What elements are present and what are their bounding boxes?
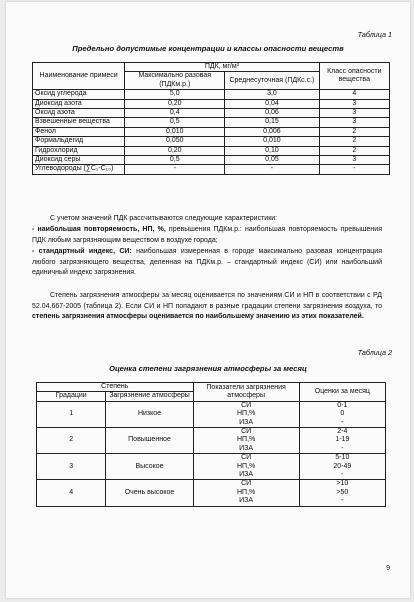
t2-gradation: 3 bbox=[37, 454, 106, 480]
t1-class: 3 bbox=[319, 118, 389, 127]
t2-indicators bbox=[193, 428, 299, 454]
table-row bbox=[33, 118, 390, 127]
t2-pollution: Низкое bbox=[106, 401, 193, 427]
t1-avg: 0,10 bbox=[225, 146, 319, 155]
t1-avg: 0,06 bbox=[225, 109, 319, 118]
t1-max: 0,20 bbox=[125, 99, 225, 108]
t1-max: 0,010 bbox=[125, 127, 225, 136]
t1-substance: Взвешенные вещества bbox=[33, 118, 125, 127]
t1-header-name: Наименование примеси bbox=[33, 63, 125, 90]
t2-estimates-line: - bbox=[341, 444, 344, 452]
t1-max: 5,0 bbox=[125, 90, 225, 99]
t2-estimates-line: 5-10 bbox=[335, 454, 350, 462]
t1-class: 4 bbox=[319, 90, 389, 99]
t2-pollution: Повышенное bbox=[106, 428, 193, 454]
t2-estimates-line: 20-49 bbox=[333, 462, 352, 470]
t1-header-avg: Среднесуточная (ПДКс.с.) bbox=[225, 72, 319, 90]
text-intro: С учетом значений ПДК рассчитываются следующие характеристики: bbox=[50, 215, 278, 222]
t1-max: 0,050 bbox=[125, 137, 225, 146]
t1-avg: 0,010 bbox=[225, 137, 319, 146]
text-np-def: превышения ПДКм.р.: наибольшая повторяемость превышения ПДК любым загрязняющим веществом в воздухе города; bbox=[32, 226, 382, 244]
t1-header-max: Максимально разовая (ПДКм.р.) bbox=[125, 72, 225, 90]
table-row bbox=[33, 137, 390, 146]
t2-indicators-line: ИЗА bbox=[239, 444, 254, 452]
table1 bbox=[32, 62, 390, 175]
table-row bbox=[37, 428, 386, 454]
t1-avg: 0,006 bbox=[225, 127, 319, 136]
table2 bbox=[36, 382, 386, 507]
t2-header-indicators: Показатели загрязнения атмосферы bbox=[193, 383, 299, 402]
t1-header-class: Класс опасности вещества bbox=[319, 63, 389, 90]
t2-indicators-line: ИЗА bbox=[239, 497, 254, 505]
table-row bbox=[33, 146, 390, 155]
t2-estimates-line: >10 bbox=[336, 480, 349, 488]
t2-gradation: 4 bbox=[37, 480, 106, 506]
t2-indicators-line: НП,% bbox=[236, 410, 256, 418]
table-row bbox=[33, 90, 390, 99]
t2-pollution: Высокое bbox=[106, 454, 193, 480]
text-np bbox=[32, 225, 382, 246]
t2-estimates bbox=[299, 401, 385, 427]
t2-estimates-line: - bbox=[341, 418, 344, 426]
t2-indicators-line: НП,% bbox=[236, 436, 256, 444]
t1-substance: Формальдегид bbox=[33, 137, 125, 146]
t2-estimates-line: 0-1 bbox=[337, 401, 348, 409]
t2-gradation: 1 bbox=[37, 401, 106, 427]
t2-indicators-line: СИ bbox=[241, 454, 252, 462]
t2-pollution: Очень высокое bbox=[106, 480, 193, 506]
t1-max: 0,20 bbox=[125, 146, 225, 155]
t1-max: 0,5 bbox=[125, 118, 225, 127]
table-row bbox=[37, 480, 386, 506]
t1-avg: - bbox=[225, 165, 319, 174]
t1-avg: 3,0 bbox=[225, 90, 319, 99]
table-row bbox=[37, 454, 386, 480]
t2-indicators-line: НП,% bbox=[236, 462, 256, 470]
t1-header-pdk: ПДК, мг/м³ bbox=[125, 63, 319, 72]
t1-avg: 0,05 bbox=[225, 156, 319, 165]
table1-title: Предельно допустимые концентрации и классы опасности веществ bbox=[72, 44, 344, 53]
t2-gradation: 2 bbox=[37, 428, 106, 454]
text-assessment-a: Степень загрязнения атмосферы за месяц оценивается по значениям СИ и НП в соответствии с РД 52.04.667-2005 (таблица 2). Если СИ и НП попадают в разные градации степени загрязнения воздуха, то bbox=[32, 292, 382, 310]
t2-estimates-line: 1-19 bbox=[335, 436, 350, 444]
t2-indicators-line: СИ bbox=[241, 480, 252, 488]
t1-class: 2 bbox=[319, 146, 389, 155]
document-page bbox=[6, 2, 410, 598]
t2-estimates bbox=[299, 480, 385, 506]
t2-header-estimates: Оценки за месяц bbox=[299, 383, 385, 402]
t1-avg: 0,04 bbox=[225, 99, 319, 108]
t1-substance: Гидрохлорид bbox=[33, 146, 125, 155]
table-row bbox=[33, 165, 390, 174]
t1-max: 0,4 bbox=[125, 109, 225, 118]
page-number: 9 bbox=[386, 565, 390, 572]
t2-estimates-line: - bbox=[341, 497, 344, 505]
text-si-def: наибольшая измеренная в городе максимально разовая концентрация любого загрязняющего вещества, деленная на ПДКм.р. – стандартный индекс (СИ) или наибольший единичный индекс загрязнения. bbox=[32, 248, 382, 277]
t1-substance: Оксид углерода bbox=[33, 90, 125, 99]
t2-indicators-line: СИ bbox=[241, 428, 252, 436]
t1-class: 3 bbox=[319, 99, 389, 108]
t1-class: 2 bbox=[319, 127, 389, 136]
t2-header-gradation: Градации bbox=[37, 392, 106, 401]
t1-substance: Фенол bbox=[33, 127, 125, 136]
t2-estimates-line: - bbox=[341, 471, 344, 479]
t1-class: 3 bbox=[319, 156, 389, 165]
t2-estimates bbox=[299, 428, 385, 454]
t2-header-pollution: Загрязнение атмосферы bbox=[106, 392, 193, 401]
t1-class: 2 bbox=[319, 137, 389, 146]
text-assessment bbox=[32, 291, 382, 323]
table-row bbox=[33, 156, 390, 165]
t1-substance: Диоксид серы bbox=[33, 156, 125, 165]
t2-indicators-line: ИЗА bbox=[239, 418, 254, 426]
table1-caption: Таблица 1 bbox=[357, 30, 392, 39]
t1-class: - bbox=[319, 165, 389, 174]
t1-class: 3 bbox=[319, 109, 389, 118]
t2-header-degree: Степень bbox=[37, 383, 194, 392]
t1-substance: Диоксид азота bbox=[33, 99, 125, 108]
t2-estimates-line: >50 bbox=[336, 488, 349, 496]
t1-avg: 0,15 bbox=[225, 118, 319, 127]
text-si-term: - стандартный индекс, СИ: bbox=[32, 248, 132, 255]
t2-estimates bbox=[299, 454, 385, 480]
t2-estimates-line: 0 bbox=[340, 410, 345, 418]
table2-title: Оценка степени загрязнения атмосферы за месяц bbox=[109, 364, 307, 373]
table-row bbox=[33, 127, 390, 136]
t2-indicators-line: НП,% bbox=[236, 488, 256, 496]
table2-caption: Таблица 2 bbox=[357, 348, 392, 357]
text-si bbox=[32, 247, 382, 279]
t2-indicators bbox=[193, 480, 299, 506]
t2-indicators bbox=[193, 454, 299, 480]
t2-indicators-line: СИ bbox=[241, 401, 252, 409]
t1-substance: Углеводороды (∑C₁-C₁₀) bbox=[33, 165, 125, 174]
t2-indicators-line: ИЗА bbox=[239, 471, 254, 479]
table-row bbox=[33, 109, 390, 118]
text-np-term: - наибольшая повторяемость, НП, %, bbox=[32, 226, 166, 233]
t1-max: - bbox=[125, 165, 225, 174]
t2-indicators bbox=[193, 401, 299, 427]
table-row bbox=[37, 401, 386, 427]
t2-estimates-line: 2-4 bbox=[337, 428, 348, 436]
text-assessment-bold: степень загрязнения атмосферы оценивается по наибольшему значению из этих показателей. bbox=[32, 313, 364, 321]
table-row bbox=[33, 99, 390, 108]
t1-max: 0,5 bbox=[125, 156, 225, 165]
t1-substance: Оксид азота bbox=[33, 109, 125, 118]
